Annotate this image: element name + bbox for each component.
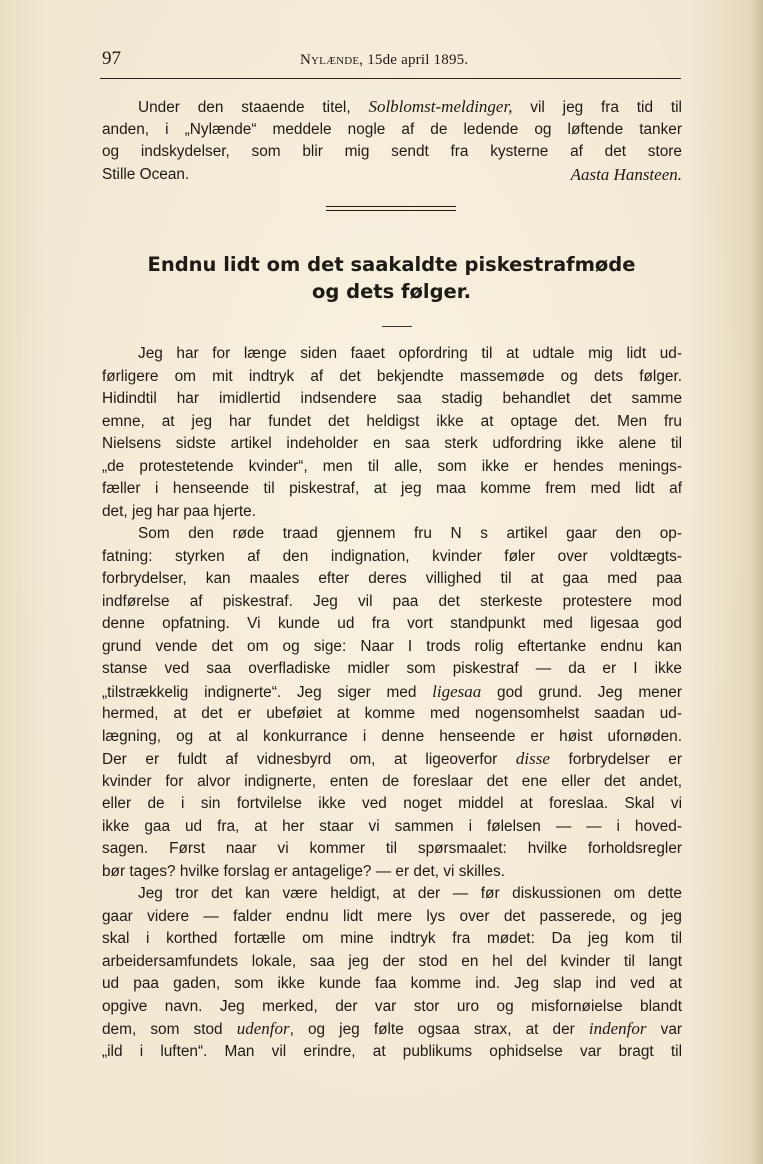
body-line-text: „tilstrækkelig indignerte“. Jeg siger med [102,683,433,701]
running-header [100,48,681,79]
body-line: gaar videre — falder endnu lidt mere lys over det passerede, og jeg [102,907,682,925]
body-line: kvinder for alvor indignerte, enten de foreslaar det ene eller det andet, [102,772,682,790]
body-line-text: , og jeg følte ogsaa strax, at der [289,1021,589,1038]
body-line [102,1018,682,1041]
body-line: „de protestetende kvinder“, men til alle, som ikke er hendes menings- [102,457,682,475]
body-line-text: god grund. Jeg mener [481,683,682,701]
body-line: Hidindtil har imidlertid indsendere saa stadig behandlet det samme [102,390,682,407]
article-title-line: og dets følger. [311,280,472,303]
signature: Aasta Hansteen. [570,164,682,184]
article-title [100,251,683,305]
body-line: hermed, at det er ubeføiet at komme med nogensomhelst saadan ud- [102,705,682,722]
intro-line [102,96,682,119]
italic-word: disse [515,749,550,768]
body-line: ud paa gaden, som ikke kunde faa komme ind. Jeg slap ind ved at [102,975,682,992]
body-line [102,748,682,771]
intro-line-text: Under den staaende titel, [138,99,369,116]
body-line: førligere om mit indtryk af det bekjendte massemøde og dets følger. [102,367,682,385]
body-line: arbeidersamfundets lokale, saa jeg der stod en hel del kvinder til langt [102,952,682,970]
page-number: 97 [102,48,121,69]
body-line: det, jeg har paa hjerte. [102,502,257,520]
body-line: bør tages? hvilke forslag er antagelige? — er det, vi skilles. [102,862,505,880]
italic-word: indenfor [588,1019,647,1038]
body-line-text: forbrydelser er [549,751,682,768]
body-line-text: var [646,1021,682,1038]
intro-paragraph [102,96,682,186]
intro-line: og indskydelser, som blir mig sendt fra kysterne af det store [102,143,682,160]
intro-line-text: Stille Ocean. [102,165,190,183]
intro-line-text: vil jeg fra tid til [512,99,682,116]
body-line: „ild i luften“. Man vil erindre, at publikums ophidselse var bragt til [102,1042,682,1060]
body-line-text: dem, som stod [102,1021,237,1038]
body-line: fæller i henseende til piskestraf, at jeg maa komme frem med lidt af [102,480,682,497]
body-line: Jeg har for længe siden faaet opfordring til at udtale mig lidt ud- [138,345,682,362]
body-line: emne, at jeg har fundet det heldigst ikke at optage det. Men fru [102,412,682,430]
italic-word: ligesaa [432,681,482,701]
body-line: Jeg tror det kan være heldigt, at der — før diskussionen om dette [138,885,682,902]
body-line: stanse ved saa overfladiske midler som piskestraf — da er I ikke [102,660,682,677]
body-line: Nielsens sidste artikel indeholder en saa sterk udfordring ikke alene til [102,435,682,452]
body-line [102,681,682,704]
page-edge-shadow [751,0,763,1164]
journal-name: Nylænde [300,52,360,68]
body-line: opgive navn. Jeg merked, der var stor uro og misfornøielse blandt [102,997,682,1015]
body-line: indførelse af piskestraf. Jeg vil paa det sterkeste protestere mod [102,592,682,610]
series-title: Solblomst-meldinger, [368,97,513,116]
body-line: grund vende det om og sige: Naar I trods rolig eftertanke endnu kan [102,637,682,655]
body-line: Som den røde traad gjennem fru N s artikel gaar den op- [138,525,682,542]
journal-date: , 15de april 1895. [359,52,469,68]
body-line-text: Der er fuldt af vidnesbyrd om, at ligeoverfor [102,751,516,768]
body-line: denne opfatning. Vi kunde ud fra vort standpunkt med ligesaa god [102,615,682,632]
journal-header [300,52,468,69]
body-line: ikke gaa ud fra, at her staar vi sammen i følelsen — — i hoved- [102,817,682,835]
body-line: forbrydelser, kan maales efter deres villighed til at gaa med paa [102,570,682,587]
intro-line [102,164,682,187]
body-line: lægning, og at al konkurrance i denne henseende er høist ufornøden. [102,727,682,745]
body-line: eller de i sin fortvilelse ikke ved noget middel at foreslaa. Skal vi [102,795,682,812]
intro-line: anden, i „Nylænde“ meddele nogle af de ledende og løftende tanker [102,120,682,138]
section-divider [326,206,456,211]
italic-word: udenfor [236,1019,290,1038]
body-line: skal i korthed fortælle om mine indtryk fra mødet: Da jeg kom til [102,930,682,947]
title-rule [382,326,412,327]
article-body [102,343,682,1063]
body-line: sagen. Først naar vi kommer til spørsmaalet: hvilke forholdsregler [102,840,682,857]
body-line: fatning: styrken af den indignation, kvinder føler over voldtægts- [102,547,682,565]
article-title-line: Endnu lidt om det saakaldte piskestrafmøde [147,253,636,276]
